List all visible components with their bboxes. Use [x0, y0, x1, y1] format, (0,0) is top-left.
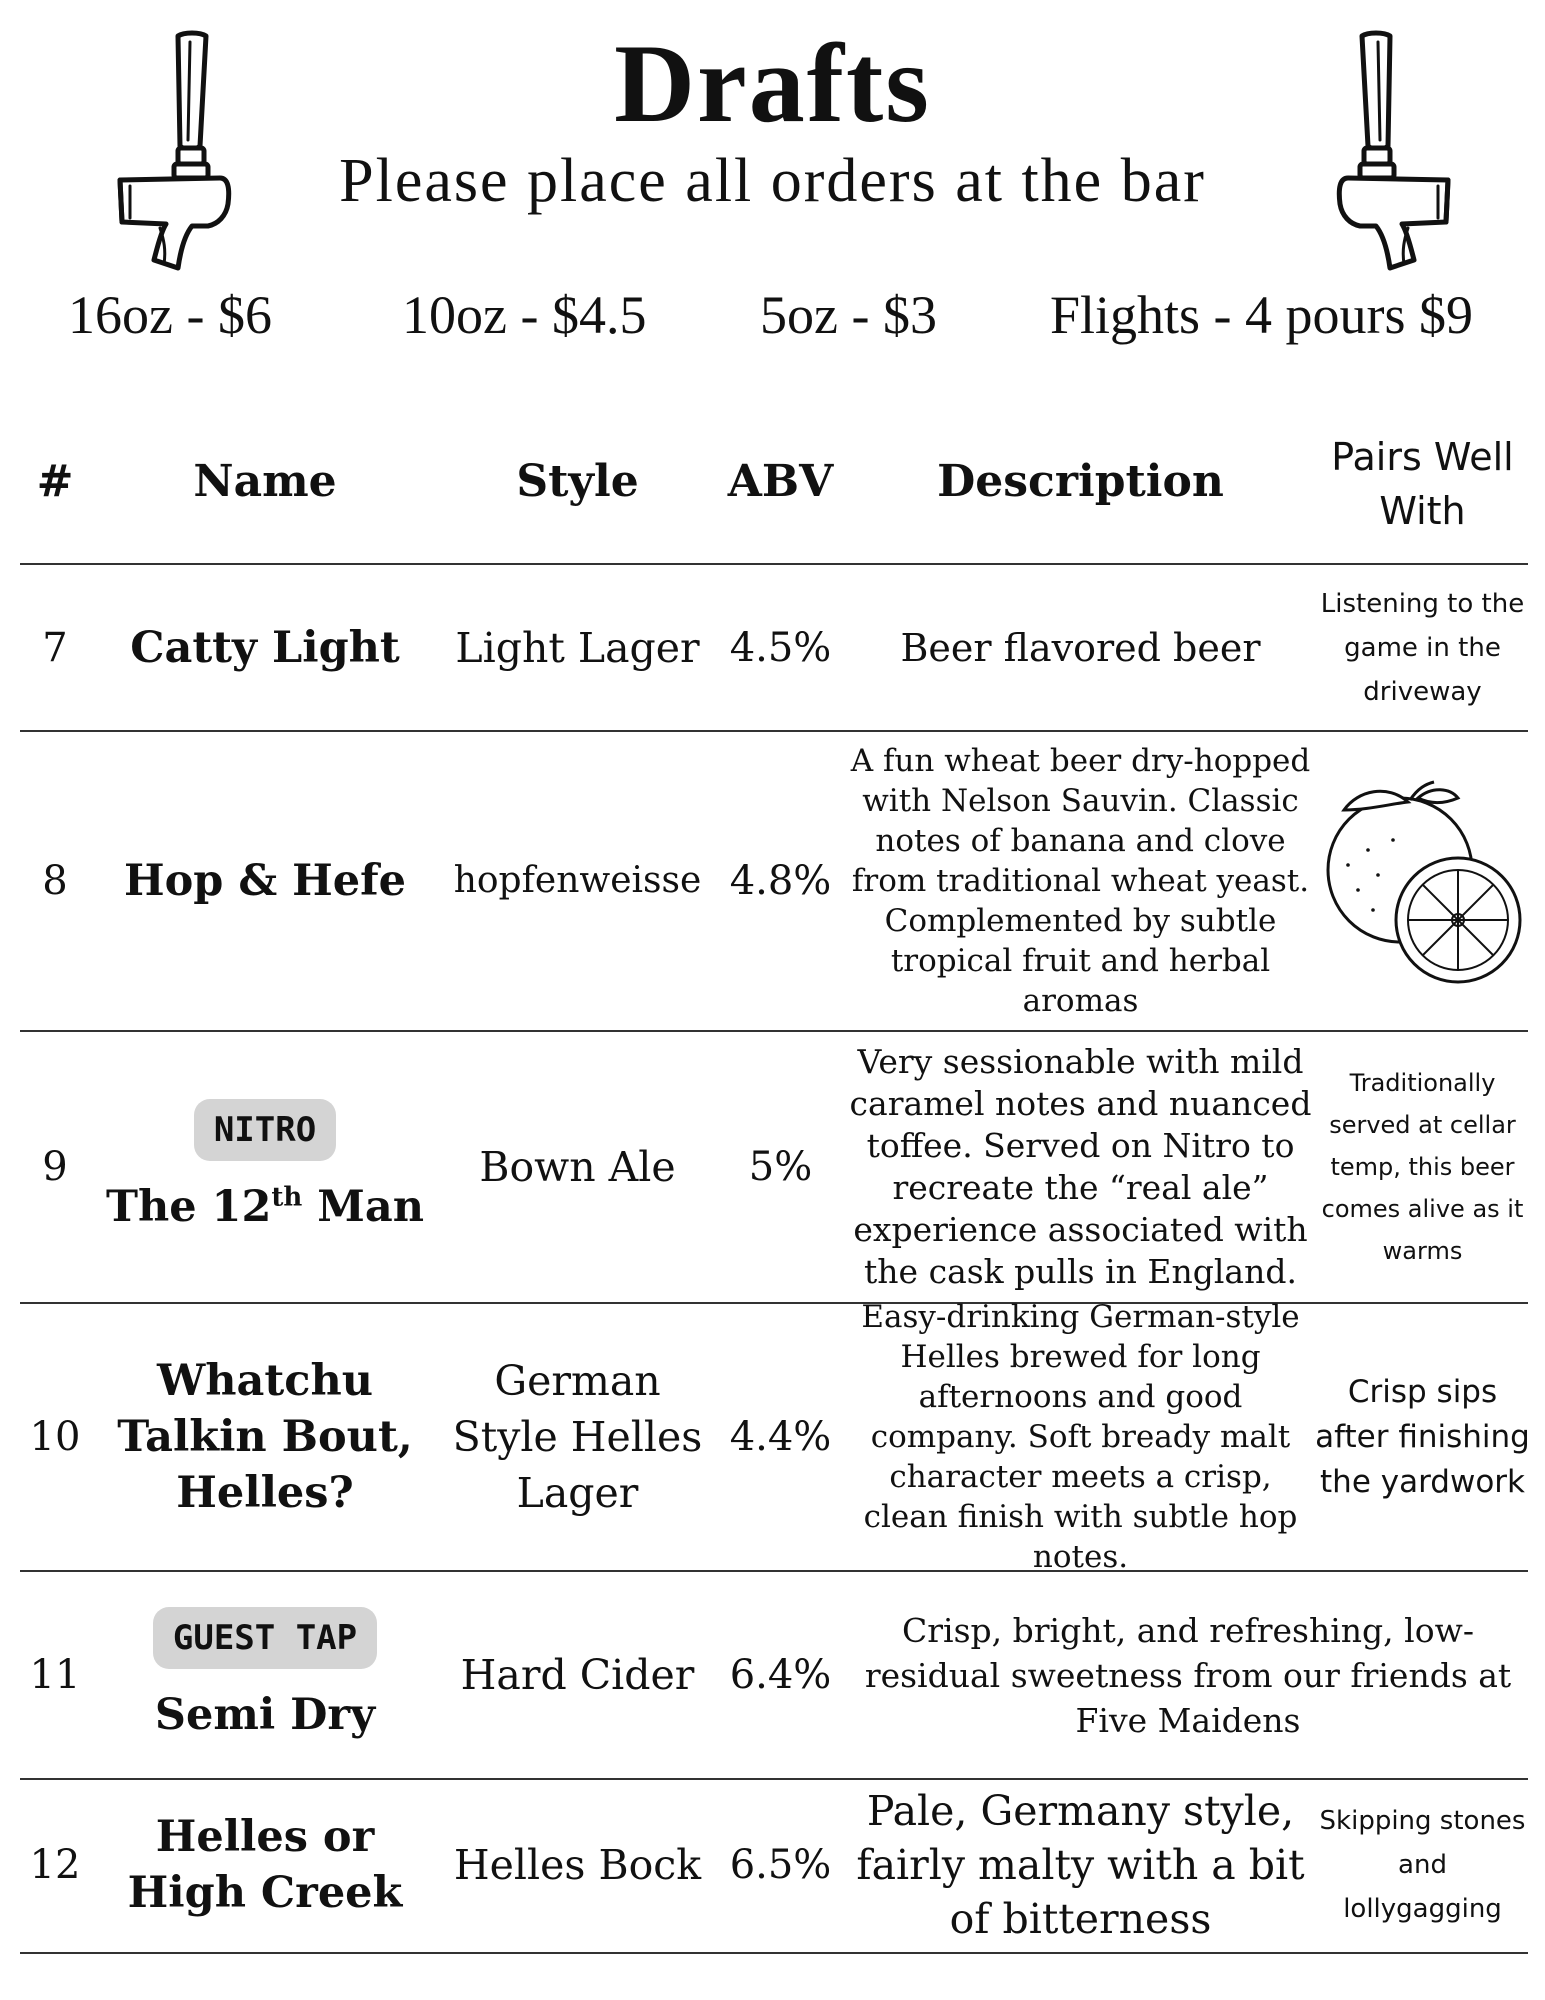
beer-style: hopfenweisse — [453, 860, 702, 901]
guest-tap-badge: GUEST TAP — [153, 1607, 377, 1669]
column-header-abv: ABV — [727, 456, 834, 507]
page-title: Drafts — [614, 22, 931, 146]
price-16oz: 16oz - $6 — [68, 285, 272, 345]
beer-description: Pale, Germany style, fairly malty with a bit of bitterness — [856, 1787, 1305, 1943]
beer-name-text: Hop & Hefe — [124, 856, 406, 906]
beer-name — [100, 1572, 430, 1778]
column-header-style: Style — [516, 456, 639, 507]
beer-name — [100, 565, 430, 730]
beer-abv: 4.8% — [729, 858, 832, 904]
tap-number: 11 — [29, 1652, 81, 1698]
tap-number: 9 — [42, 1144, 68, 1190]
beer-pairing: Listening to the game in the driveway — [1320, 588, 1525, 707]
beer-description: Easy-drinking German-style Helles brewed for long afternoons and good company. Soft bready malt character meets a crisp, clean finish with subtle hop notes. — [861, 1299, 1300, 1575]
beer-pairing: Crisp sips after finishing the yardwork — [1315, 1373, 1530, 1500]
beer-name — [100, 1032, 430, 1302]
beer-name — [100, 732, 430, 1030]
beer-style: Helles Bock — [453, 1841, 702, 1889]
beer-abv: 4.4% — [729, 1414, 832, 1460]
beer-name-text: Helles or High Creek — [127, 1812, 403, 1918]
tap-number: 10 — [29, 1414, 81, 1460]
price-flights: Flights - 4 pours $9 — [1050, 285, 1474, 345]
beer-name-text: Catty Light — [130, 622, 400, 673]
tap-number: 8 — [42, 858, 68, 904]
beer-style: Light Lager — [455, 623, 700, 672]
column-header-pairs: Pairs Well With — [1331, 435, 1514, 533]
beer-pairing: Skipping stones and lollygagging — [1319, 1806, 1526, 1924]
column-header-name: Name — [193, 456, 337, 507]
beer-name — [100, 1780, 430, 1950]
beer-name-text: Semi Dry — [154, 1690, 376, 1740]
tap-number: 12 — [29, 1842, 81, 1888]
beer-style: Bown Ale — [479, 1143, 676, 1191]
beer-style: German Style Helles Lager — [452, 1357, 703, 1517]
beer-pairing: Traditionally served at cellar temp, this beer comes alive as it warms — [1321, 1069, 1524, 1265]
beer-style: Hard Cider — [460, 1651, 695, 1699]
nitro-badge: NITRO — [194, 1099, 336, 1161]
price-10oz: 10oz - $4.5 — [402, 285, 647, 345]
beer-description: Crisp, bright, and refreshing, low-residual sweetness from our friends at Five Maidens — [864, 1610, 1512, 1740]
beer-description: Beer flavored beer — [900, 625, 1261, 670]
beer-name-text: The 12th Man — [105, 1182, 425, 1232]
price-5oz: 5oz - $3 — [760, 285, 937, 345]
beer-name-text: Whatchu Talkin Bout, Helles? — [117, 1356, 413, 1518]
beer-abv: 6.5% — [729, 1842, 832, 1888]
beer-name — [100, 1304, 430, 1570]
column-header-number: # — [36, 456, 74, 507]
column-header-description: Description — [937, 456, 1224, 507]
beer-abv: 5% — [748, 1144, 813, 1190]
orange-icon — [1318, 780, 1528, 990]
beer-description: A fun wheat beer dry-hopped with Nelson Sauvin. Classic notes of banana and clove from traditional wheat yeast. Complemented by subtle tropical fruit and herbal aromas — [850, 743, 1311, 1019]
beer-description: Very sessionable with mild caramel notes and nuanced toffee. Served on Nitro to recreate the “real ale” experience associated with the cask pulls in England. — [849, 1042, 1312, 1291]
tap-number: 7 — [42, 624, 68, 671]
page-subtitle: Please place all orders at the bar — [339, 147, 1206, 215]
beer-abv: 6.4% — [729, 1652, 832, 1698]
beer-abv: 4.5% — [729, 624, 832, 671]
divider — [20, 1952, 1528, 1954]
